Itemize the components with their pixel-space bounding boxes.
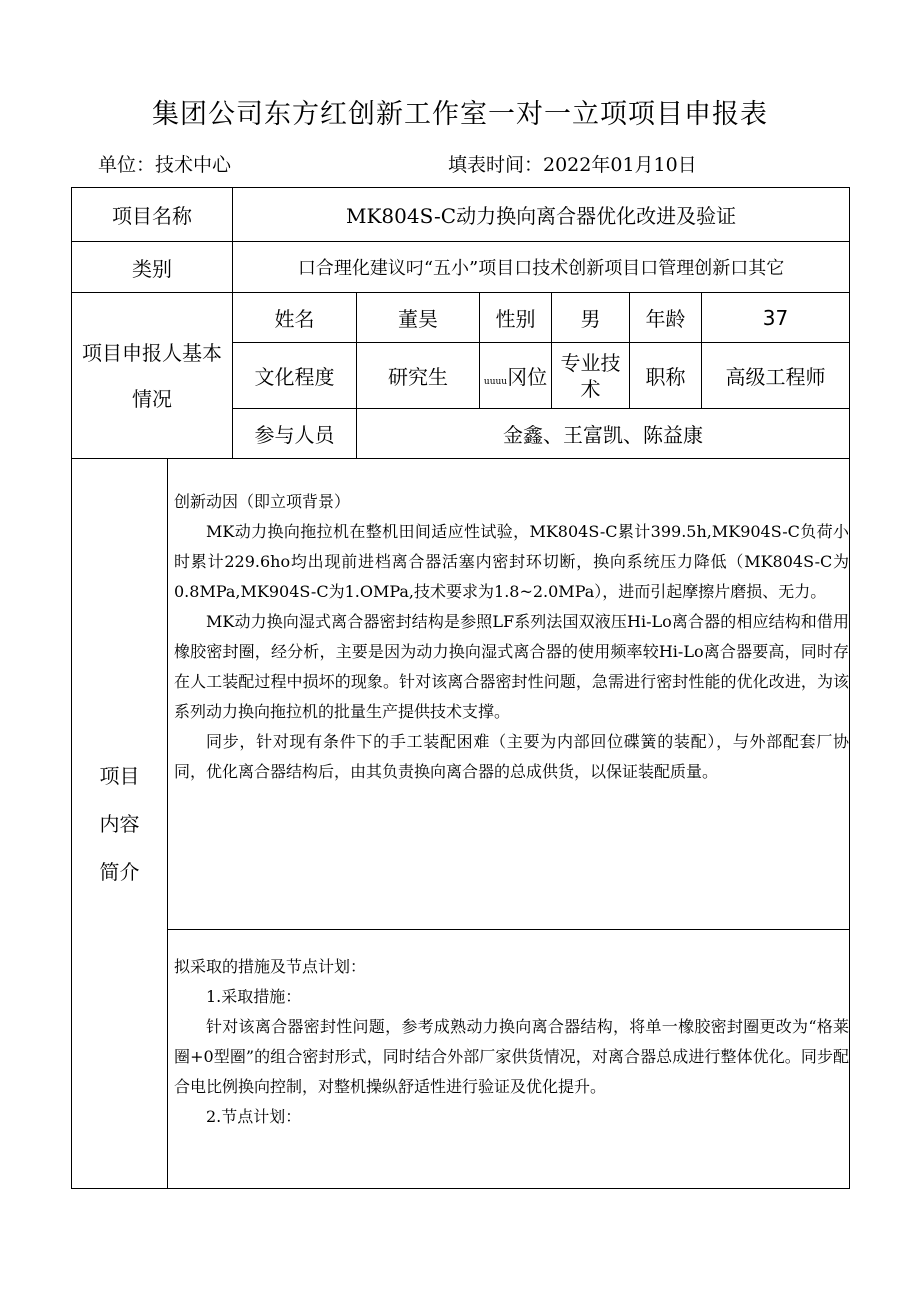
plan-step1-title: 1.采取措施：	[206, 987, 302, 1006]
content-row	[72, 459, 850, 930]
project-name-label: 项目名称	[72, 188, 233, 242]
education-value: 研究生	[357, 343, 480, 409]
content-label-line3: 简介	[99, 859, 140, 884]
position-value-line1: 专业技	[560, 350, 621, 375]
content-para-2: MK动力换向湿式离合器密封结构是参照LF系列法国双液压Hi-Lo离合器的相应结构和借用橡胶密封圈，经分析，主要是因为动力换向湿式离合器的使用频率较Hi-Lo离合器要高，同时存在人工装配过程中损坏的现象。针对该离合器密封性问题，急需进行密封性能的优化改进，为该系列动力换向拖拉机的批量生产提供技术支撑。	[174, 612, 850, 721]
plan-step2-title: 2.节点计划：	[206, 1107, 302, 1126]
gender-label: 性别	[480, 293, 552, 343]
age-label: 年龄	[630, 293, 702, 343]
position-value	[552, 343, 630, 409]
plan-body	[168, 930, 850, 1189]
participants-label: 参与人员	[233, 409, 357, 459]
gender-value: 男	[552, 293, 630, 343]
content-label-line2: 内容	[99, 811, 140, 836]
position-label-cell	[480, 343, 552, 409]
position-label: 冈位	[507, 365, 548, 389]
category-row	[72, 242, 850, 293]
name-value: 董昊	[357, 293, 480, 343]
category-value: 口合理化建议叼“五小”项目口技术创新项目口管理创新口其它	[233, 242, 850, 293]
plan-row	[72, 930, 850, 1189]
content-label	[72, 459, 168, 1189]
education-label: 文化程度	[233, 343, 357, 409]
content-heading: 创新动因（即立项背景）	[174, 492, 351, 511]
project-name-row	[72, 188, 850, 242]
title-value: 高级工程师	[702, 343, 850, 409]
application-form	[71, 187, 850, 1189]
project-name-value: MK804S-C动力换向离合器优化改进及验证	[233, 188, 850, 242]
plan-step1-body: 针对该离合器密封性问题，参考成熟动力换向离合器结构，将单一橡胶密封圈更改为“格莱圈+0型圈”的组合密封形式，同时结合外部厂家供货情况，对离合器总成进行整体优化。同步配合电比例换向控制，对整机操纵舒适性进行验证及优化提升。	[174, 1017, 850, 1096]
content-para-3: 同步，针对现有条件下的手工装配困难（主要为内部回位碟簧的装配），与外部配套厂协同，优化离合器结构后，由其负责换向离合器的总成供货，以保证装配质量。	[174, 732, 850, 781]
age-value: 37	[702, 293, 850, 343]
applicant-label-line2: 情况	[132, 386, 172, 411]
position-value-line2: 术	[580, 376, 601, 401]
page-title: 集团公司东方红创新工作室一对一立项项目申报表	[152, 99, 768, 130]
name-label: 姓名	[233, 293, 357, 343]
applicant-label-line1: 项目申报人基本	[82, 340, 222, 365]
title-label: 职称	[630, 343, 702, 409]
applicant-label	[72, 293, 233, 459]
fill-time-field: 填表时间：2022年01月10日	[448, 154, 697, 176]
plan-heading: 拟采取的措施及节点计划：	[174, 957, 367, 976]
content-label-line1: 项目	[99, 763, 140, 788]
category-label: 类别	[72, 242, 233, 293]
position-prefix: uuuu	[483, 377, 508, 387]
content-para-1: MK动力换向拖拉机在整机田间适应性试验，MK804S-C累计399.5h,MK904S-C负荷小时累计229.6ho均出现前进档离合器活塞内密封环切断，换向系统压力降低（MK804S-C为0.8MPa,MK904S-C为1.OMPa,技术要求为1.8~2.0MPa），进而引起摩擦片磨损、无力。	[174, 522, 850, 601]
participants-value: 金鑫、王富凯、陈益康	[357, 409, 850, 459]
unit-field: 单位：技术中心	[98, 154, 232, 176]
applicant-row-1	[72, 293, 850, 343]
content-body	[168, 459, 850, 930]
